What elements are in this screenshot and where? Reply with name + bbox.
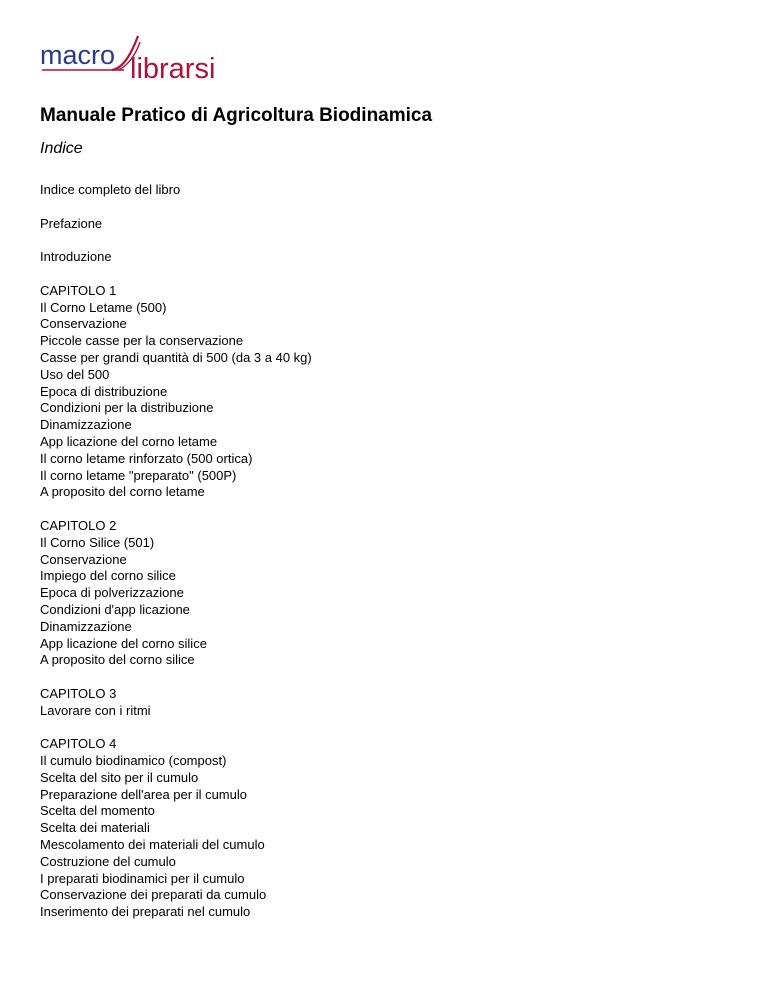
toc-entry: Dinamizzazione — [40, 618, 132, 634]
toc-entry: Costruzione del cumulo — [40, 853, 176, 869]
toc-section — [40, 182, 740, 199]
toc-entry: Preparazione dell'area per il cumulo — [40, 786, 247, 802]
table-of-contents — [40, 182, 740, 938]
toc-entry: A proposito del corno letame — [40, 484, 205, 500]
logo-text-librarsi: librarsi — [130, 53, 216, 84]
document-subtitle: Indice — [40, 140, 83, 157]
toc-entry: Conservazione — [40, 316, 127, 332]
toc-entry: Introduzione — [40, 249, 112, 265]
toc-entry: CAPITOLO 2 — [40, 517, 117, 533]
toc-entry: CAPITOLO 3 — [40, 685, 117, 701]
toc-entry: Uso del 500 — [40, 366, 110, 382]
toc-entry: Impiego del corno silice — [40, 568, 176, 584]
toc-section — [40, 216, 740, 233]
logo-graphic — [38, 30, 248, 84]
toc-entry: Conservazione dei preparati da cumulo — [40, 887, 267, 903]
toc-section — [40, 518, 740, 669]
toc-entry: Il cumulo biodinamico (compost) — [40, 753, 227, 769]
toc-entry: Piccole casse per la conservazione — [40, 333, 244, 349]
toc-entry: Casse per grandi quantità di 500 (da 3 a 40 kg) — [40, 349, 312, 365]
toc-section — [40, 283, 740, 501]
toc-entry: Il Corno Silice (501) — [40, 534, 155, 550]
toc-entry: Prefazione — [40, 215, 103, 231]
toc-section — [40, 736, 740, 921]
toc-entry: Condizioni per la distribuzione — [40, 400, 214, 416]
toc-entry: Epoca di distribuzione — [40, 383, 168, 399]
toc-entry: I preparati biodinamici per il cumulo — [40, 870, 245, 886]
toc-entry: CAPITOLO 4 — [40, 736, 117, 752]
toc-entry: Mescolamento dei materiali del cumulo — [40, 837, 265, 853]
toc-entry: Dinamizzazione — [40, 417, 132, 433]
toc-entry: Indice completo del libro — [40, 182, 181, 197]
toc-entry: Il corno letame "preparato" (500P) — [40, 467, 237, 483]
toc-entry: A proposito del corno silice — [40, 652, 195, 668]
toc-entry: App licazione del corno silice — [40, 635, 207, 651]
toc-entry: CAPITOLO 1 — [40, 282, 117, 298]
toc-entry: Conservazione — [40, 551, 127, 567]
toc-entry: Il Corno Letame (500) — [40, 299, 167, 315]
toc-entry: App licazione del corno letame — [40, 433, 218, 449]
toc-section — [40, 686, 740, 720]
toc-entry: Condizioni d'app licazione — [40, 601, 190, 617]
document-title: Manuale Pratico di Agricoltura Biodinamica — [40, 105, 433, 126]
logo-text-macro: macro — [40, 40, 116, 70]
toc-entry: Scelta dei materiali — [40, 820, 150, 836]
toc-entry: Inserimento dei preparati nel cumulo — [40, 904, 251, 920]
toc-section — [40, 249, 740, 266]
toc-entry: Il corno letame rinforzato (500 ortica) — [40, 450, 253, 466]
toc-entry: Scelta del sito per il cumulo — [40, 769, 199, 785]
macrolibrarsi-logo — [38, 30, 248, 84]
toc-entry: Epoca di polverizzazione — [40, 585, 184, 601]
toc-entry: Scelta del momento — [40, 803, 155, 819]
toc-entry: Lavorare con i ritmi — [40, 702, 151, 718]
